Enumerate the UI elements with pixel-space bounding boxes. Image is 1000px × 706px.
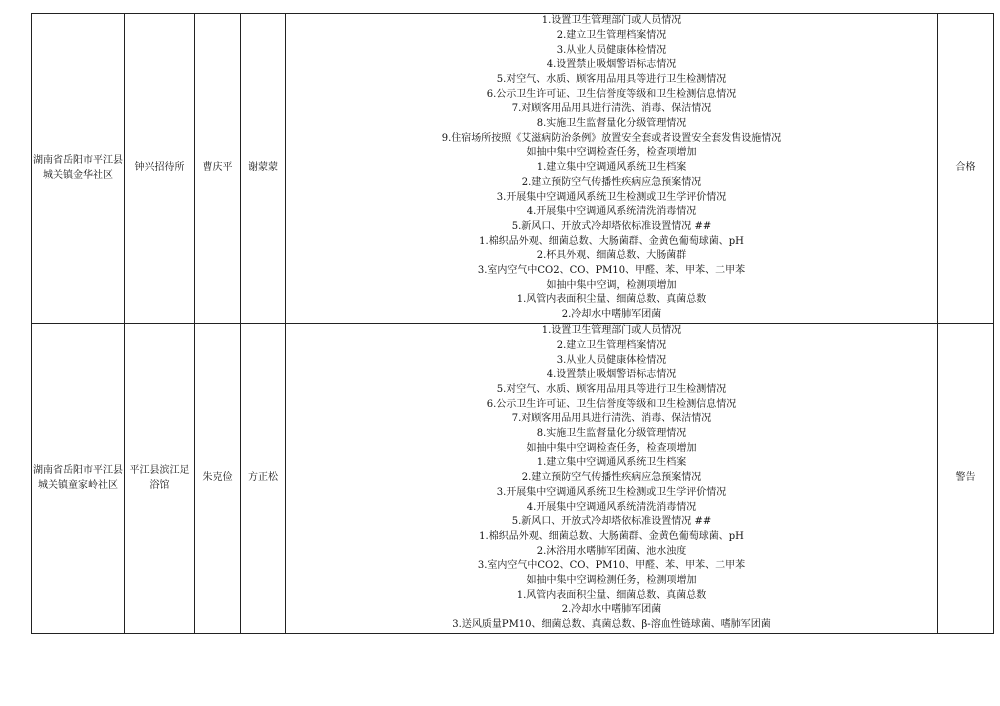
item-line: 3.从业人员健康体检情况 (556, 44, 667, 56)
item-line: 8.实施卫生监督量化分级管理情况 (536, 118, 687, 130)
inspection-items-cell (286, 14, 938, 324)
item-line: 4.开展集中空调通风系统清洗消毒情况 (526, 206, 697, 218)
location-text: 湖南省岳阳市平江县城关镇金华社区 (33, 154, 123, 181)
inspector-text: 谢蒙蒙 (248, 162, 278, 174)
inspector-cell (241, 324, 286, 634)
owner-text: 曹庆平 (202, 162, 233, 174)
owner-cell (195, 14, 241, 324)
item-line: 如抽中集中空调检测任务，检测项增加 (526, 575, 697, 587)
item-line: 如抽中集中空调检查任务，检查项增加 (526, 147, 697, 159)
item-line: 6.公示卫生许可证、卫生信誉度等级和卫生检测信息情况 (486, 398, 737, 410)
item-line: 5.对空气、水质、顾客用品用具等进行卫生检测情况 (496, 73, 727, 85)
location-cell (32, 14, 125, 324)
item-line: 2.冷却水中嗜肺军团菌 (561, 309, 662, 321)
item-line: 1.风管内表面积尘量、细菌总数、真菌总数 (516, 589, 707, 601)
table-row (32, 14, 994, 324)
venue-name-text: 钟兴招待所 (134, 162, 185, 174)
result-cell (938, 14, 994, 324)
item-line: 3.送风质量PM10、细菌总数、真菌总数、β-溶血性链球菌、嗜肺军团菌 (452, 619, 771, 631)
owner-cell (195, 324, 241, 634)
item-line: 3.室内空气中CO2、CO、PM10、甲醛、苯、甲苯、二甲苯 (477, 560, 746, 572)
item-line: 1.建立集中空调通风系统卫生档案 (536, 457, 687, 469)
item-line: 4.开展集中空调通风系统清洗消毒情况 (526, 501, 697, 513)
item-line: 2.杯具外观、细菌总数、大肠菌群 (536, 250, 687, 262)
item-line: 4.设置禁止吸烟警语标志情况 (546, 59, 677, 71)
item-line: 3.开展集中空调通风系统卫生检测或卫生学评价情况 (496, 191, 727, 203)
item-line: 3.室内空气中CO2、CO、PM10、甲醛、苯、甲苯、二甲苯 (477, 265, 746, 277)
item-line: 5.对空气、水质、顾客用品用具等进行卫生检测情况 (496, 383, 727, 395)
result-text: 合格 (955, 162, 976, 174)
item-line: 如抽中集中空调检查任务，检查项增加 (526, 442, 697, 454)
table-row (32, 324, 994, 634)
item-line: 3.开展集中空调通风系统卫生检测或卫生学评价情况 (496, 486, 727, 498)
item-line: 9.住宿场所按照《艾滋病防治条例》放置安全套或者设置安全套发售设施情况 (441, 132, 782, 144)
inspector-text: 方正松 (248, 472, 278, 484)
result-text: 警告 (955, 472, 976, 484)
location-text: 湖南省岳阳市平江县城关镇童家岭社区 (33, 464, 123, 491)
item-line: 如抽中集中空调，检测项增加 (546, 279, 677, 291)
item-line: 1.建立集中空调通风系统卫生档案 (536, 162, 687, 174)
item-line: 7.对顾客用品用具进行清洗、消毒、保洁情况 (511, 413, 712, 425)
item-line: 1.设置卫生管理部门或人员情况 (541, 15, 682, 27)
item-line: 4.设置禁止吸烟警语标志情况 (546, 369, 677, 381)
item-line: 6.公示卫生许可证、卫生信誉度等级和卫生检测信息情况 (486, 88, 737, 100)
item-line: 2.冷却水中嗜肺军团菌 (561, 604, 662, 616)
item-line: 1.棉织品外观、细菌总数、大肠菌群、金黄色葡萄球菌、pH (479, 235, 744, 247)
inspection-table (31, 13, 994, 634)
venue-name-cell (125, 14, 195, 324)
item-line: 8.实施卫生监督量化分级管理情况 (536, 428, 687, 440)
location-cell (32, 324, 125, 634)
item-line: 2.建立预防空气传播性疾病应急预案情况 (521, 176, 702, 188)
result-cell (938, 324, 994, 634)
item-line: 1.风管内表面积尘量、细菌总数、真菌总数 (516, 294, 707, 306)
item-line: 2.建立预防空气传播性疾病应急预案情况 (521, 472, 702, 484)
item-line: 2.建立卫生管理档案情况 (556, 29, 667, 41)
inspector-cell (241, 14, 286, 324)
item-line: 5.新风口、开放式冷却塔依标准设置情况 ## (511, 516, 712, 528)
venue-name-text: 平江县滨江足浴馆 (129, 464, 190, 491)
item-line: 1.设置卫生管理部门或人员情况 (541, 325, 682, 337)
item-line: 2.沐浴用水嗜肺军团菌、池水浊度 (536, 545, 687, 557)
inspection-items-cell (286, 324, 938, 634)
item-line: 1.棉织品外观、细菌总数、大肠菌群、金黄色葡萄球菌、pH (479, 530, 744, 542)
item-line: 2.建立卫生管理档案情况 (556, 339, 667, 351)
venue-name-cell (125, 324, 195, 634)
item-line: 3.从业人员健康体检情况 (556, 354, 667, 366)
item-line: 7.对顾客用品用具进行清洗、消毒、保洁情况 (511, 103, 712, 115)
owner-text: 朱克俭 (202, 472, 233, 484)
item-line: 5.新风口、开放式冷却塔依标准设置情况 ## (511, 220, 712, 232)
